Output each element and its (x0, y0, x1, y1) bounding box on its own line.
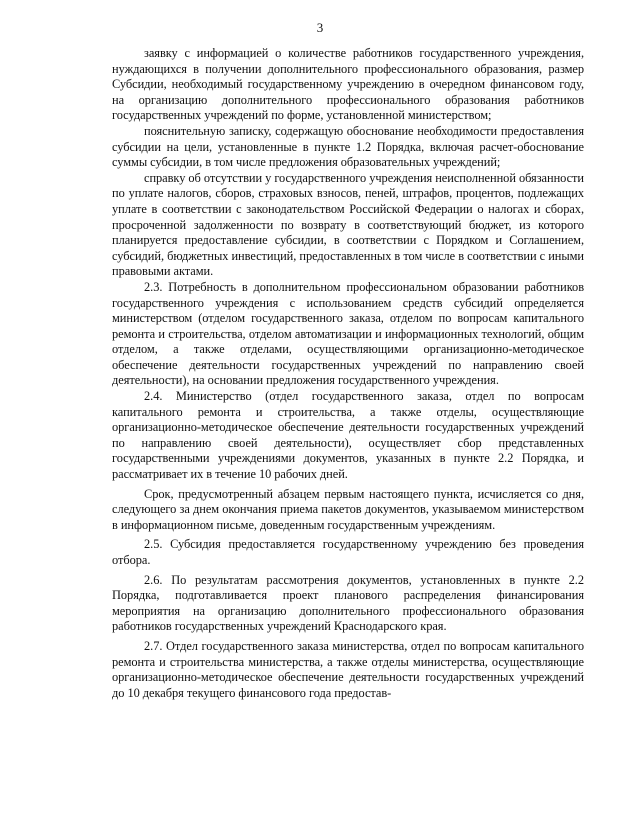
paragraph-application: заявку с информацией о количестве работников государственного учреждения, нуждающихся в получении дополнительного профессионального образования, размер Субсидии, необходимый государственному учреждению в очередном финансовом году, на организацию дополнительного профессионального образования работников государственных учреждений по форме, установленной министерством; (112, 46, 584, 123)
paragraph-2-7: 2.7. Отдел государственного заказа министерства, отдел по вопросам капитального ремонта и строительства министерства, а также отделы министерства, осуществляющие организационно-методическое обеспечение деятельности государственных учреждений до 10 декабря текущего финансового года предостав- (112, 638, 584, 700)
paragraph-2-5: 2.5. Субсидия предоставляется государственному учреждению без проведения отбора. (112, 537, 584, 567)
paragraph-2-4: 2.4. Министерство (отдел государственного заказа, отдел по вопросам капитального ремонта и строительства, а также отделы, осуществляющие организационно-методическое обеспечение деятельности государственных учреждений по направлению своей деятельности), осуществляет сбор представленных государственными учреждениями документов, указанных в пункте 2.2 Порядка, и рассматривает их в течение 10 рабочих дней. (112, 389, 584, 482)
paragraph-2-6: 2.6. По результатам рассмотрения документов, установленных в пункте 2.2 Порядка, подготавливается проект планового распределения финансирования мероприятия на организацию дополнительного профессионального образования работников государственных учреждений Краснодарского края. (112, 572, 584, 634)
paragraph-explanatory-note: пояснительную записку, содержащую обоснование необходимости предоставления субсидии на цели, установленные в пункте 1.2 Порядка, включая расчет-обоснование суммы субсидии, в том числе предложения образовательных учреждений; (112, 123, 584, 170)
page-number: 3 (316, 20, 324, 35)
paragraph-certificate: справку об отсутствии у государственного учреждения неисполненной обязанности по уплате налогов, сборов, страховых взносов, пеней, штрафов, процентов, подлежащих уплате в соответствии с законодательством Российской Федерации о налогах и сборах, просроченной задолженности по возврату в соответствующий бюджет, из которого планируется предоставление субсидии, в соответствии с Порядком и Соглашением, субсидий, бюджетных инвестиций, предоставленных в том числе в соответствии с иными правовыми актами. (112, 170, 584, 279)
paragraph-2-3: 2.3. Потребность в дополнительном профессиональном образовании работников государственного учреждения с использованием средств субсидий определяется министерством (отделом государственного заказа, отделом по вопросам капитального ремонта и строительства, отделом автоматизации и информационных технологий, общим отделом, а также отделами, осуществляющими организационно-методическое обеспечение деятельности государственных учреждений по направлению своей деятельности), на основании предложения государственного учреждения. (112, 279, 584, 388)
document-body (112, 46, 584, 705)
paragraph-term: Срок, предусмотренный абзацем первым настоящего пункта, исчисляется со дня, следующего за днем окончания приема пакетов документов, указываемом министерством в информационном письме, доведенным государственным учреждениям. (112, 486, 584, 532)
